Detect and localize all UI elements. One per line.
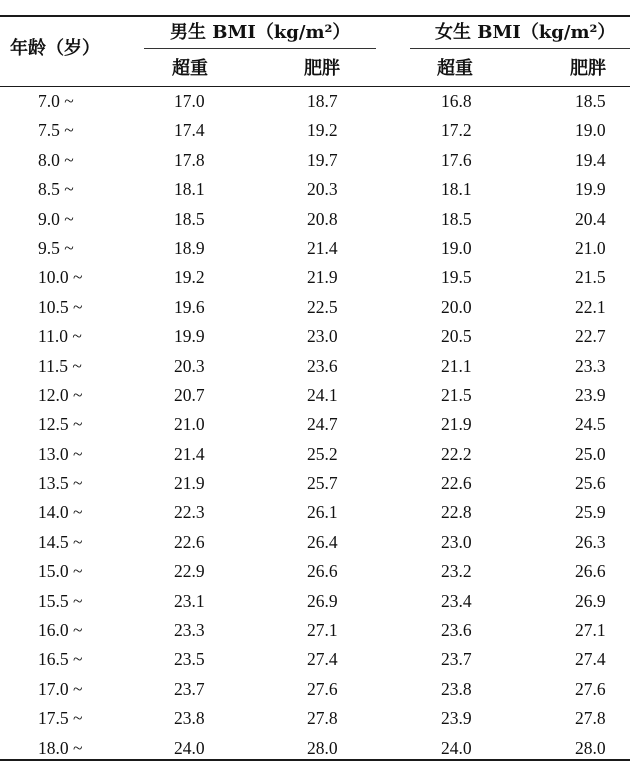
female-overweight-header: 超重: [437, 58, 473, 79]
age-cell: 16.5 ~: [38, 649, 83, 670]
table-row: [0, 733, 630, 762]
table-row: [0, 615, 630, 644]
table-row: [0, 497, 630, 526]
female-overweight-cell: 23.6: [441, 620, 472, 641]
table-row: [0, 86, 630, 115]
age-cell: 18.0 ~: [38, 737, 83, 758]
table-row: [0, 233, 630, 262]
table-row: [0, 204, 630, 233]
table-row: [0, 527, 630, 556]
female-overweight-cell: 23.9: [441, 708, 472, 729]
female-obese-cell: 23.9: [575, 384, 606, 405]
table-row: [0, 703, 630, 732]
male-obese-cell: 22.5: [307, 296, 338, 317]
male-header-underline: [144, 48, 376, 49]
male-obese-cell: 24.7: [307, 414, 338, 435]
male-overweight-cell: 22.6: [174, 531, 205, 552]
female-overweight-cell: 21.9: [441, 414, 472, 435]
male-overweight-cell: 17.8: [174, 149, 205, 170]
table-top-rule: [0, 15, 630, 17]
male-obese-cell: 20.3: [307, 179, 338, 200]
table-body: [0, 86, 630, 762]
male-obese-cell: 23.0: [307, 326, 338, 347]
male-overweight-cell: 20.3: [174, 355, 205, 376]
female-overweight-cell: 16.8: [441, 91, 472, 111]
male-obese-cell: 19.7: [307, 149, 338, 170]
male-overweight-cell: 23.5: [174, 649, 205, 670]
male-obese-cell: 27.1: [307, 620, 338, 641]
female-overweight-cell: 23.7: [441, 649, 472, 670]
female-obese-cell: 20.4: [575, 208, 606, 229]
male-obese-cell: 19.2: [307, 120, 338, 141]
male-overweight-cell: 20.7: [174, 384, 205, 405]
male-obese-cell: 18.7: [307, 91, 338, 111]
female-overweight-cell: 17.2: [441, 120, 472, 141]
female-obese-cell: 19.4: [575, 149, 606, 170]
age-cell: 10.0 ~: [38, 267, 83, 288]
female-obese-cell: 25.6: [575, 473, 606, 494]
male-overweight-cell: 18.9: [174, 237, 205, 258]
female-obese-cell: 26.9: [575, 590, 606, 611]
age-cell: 12.5 ~: [38, 414, 83, 435]
male-overweight-cell: 21.4: [174, 443, 205, 464]
male-overweight-header: 超重: [172, 58, 208, 79]
table-row: [0, 351, 630, 380]
male-obese-cell: 20.8: [307, 208, 338, 229]
female-overweight-cell: 23.0: [441, 531, 472, 552]
male-overweight-cell: 21.0: [174, 414, 205, 435]
female-header-underline: [410, 48, 630, 49]
age-cell: 10.5 ~: [38, 296, 83, 317]
table-row: [0, 115, 630, 144]
male-overweight-cell: 18.5: [174, 208, 205, 229]
age-cell: 11.5 ~: [38, 355, 82, 376]
male-overweight-cell: 19.2: [174, 267, 205, 288]
female-obese-cell: 21.0: [575, 237, 606, 258]
male-obese-cell: 21.4: [307, 237, 338, 258]
table-row: [0, 556, 630, 585]
female-obese-header: 肥胖: [570, 58, 606, 79]
age-cell: 13.5 ~: [38, 473, 83, 494]
table-row: [0, 409, 630, 438]
female-overweight-cell: 18.1: [441, 179, 472, 200]
female-overweight-cell: 22.2: [441, 443, 472, 464]
female-overweight-cell: 20.0: [441, 296, 472, 317]
female-overweight-cell: 23.2: [441, 561, 472, 582]
table-row: [0, 292, 630, 321]
age-cell: 15.5 ~: [38, 590, 83, 611]
male-overweight-cell: 23.3: [174, 620, 205, 641]
age-cell: 14.5 ~: [38, 531, 83, 552]
table-row: [0, 262, 630, 291]
male-obese-cell: 27.6: [307, 678, 338, 699]
age-column-header: 年龄（岁）: [10, 38, 100, 59]
age-cell: 17.0 ~: [38, 678, 83, 699]
male-overweight-cell: 23.8: [174, 708, 205, 729]
female-overweight-cell: 19.5: [441, 267, 472, 288]
male-obese-cell: 28.0: [307, 737, 338, 758]
female-overweight-cell: 20.5: [441, 326, 472, 347]
male-obese-cell: 27.4: [307, 649, 338, 670]
female-overweight-cell: 17.6: [441, 149, 472, 170]
male-overweight-cell: 18.1: [174, 179, 205, 200]
age-cell: 9.0 ~: [38, 208, 74, 229]
female-obese-cell: 27.4: [575, 649, 606, 670]
female-overweight-cell: 21.5: [441, 384, 472, 405]
female-obese-cell: 18.5: [575, 91, 606, 111]
female-obese-cell: 27.1: [575, 620, 606, 641]
male-overweight-cell: 23.1: [174, 590, 205, 611]
table-row: [0, 145, 630, 174]
female-overweight-cell: 22.6: [441, 473, 472, 494]
male-obese-cell: 26.1: [307, 502, 338, 523]
male-overweight-cell: 21.9: [174, 473, 205, 494]
male-overweight-cell: 24.0: [174, 737, 205, 758]
male-bmi-header: 男生 BMI（kg/m²）: [170, 22, 351, 43]
table-row: [0, 380, 630, 409]
female-obese-cell: 19.0: [575, 120, 606, 141]
female-obese-cell: 27.6: [575, 678, 606, 699]
male-obese-cell: 26.9: [307, 590, 338, 611]
male-overweight-cell: 22.9: [174, 561, 205, 582]
female-obese-cell: 23.3: [575, 355, 606, 376]
female-obese-cell: 25.9: [575, 502, 606, 523]
male-overweight-cell: 23.7: [174, 678, 205, 699]
female-bmi-header: 女生 BMI（kg/m²）: [435, 22, 616, 43]
age-cell: 16.0 ~: [38, 620, 83, 641]
male-obese-cell: 23.6: [307, 355, 338, 376]
age-cell: 17.5 ~: [38, 708, 83, 729]
male-overweight-cell: 17.4: [174, 120, 205, 141]
table-row: [0, 586, 630, 615]
female-obese-cell: 24.5: [575, 414, 606, 435]
female-overweight-cell: 23.8: [441, 678, 472, 699]
age-cell: 7.0 ~: [38, 91, 74, 111]
age-cell: 8.0 ~: [38, 149, 74, 170]
age-cell: 14.0 ~: [38, 502, 83, 523]
table-row: [0, 174, 630, 203]
age-cell: 13.0 ~: [38, 443, 83, 464]
female-obese-cell: 26.6: [575, 561, 606, 582]
male-overweight-cell: 19.9: [174, 326, 205, 347]
table-row: [0, 644, 630, 673]
age-cell: 12.0 ~: [38, 384, 83, 405]
male-obese-cell: 27.8: [307, 708, 338, 729]
female-obese-cell: 28.0: [575, 737, 606, 758]
table-row: [0, 674, 630, 703]
female-overweight-cell: 18.5: [441, 208, 472, 229]
male-obese-cell: 21.9: [307, 267, 338, 288]
female-obese-cell: 21.5: [575, 267, 606, 288]
male-obese-cell: 25.7: [307, 473, 338, 494]
male-obese-cell: 26.4: [307, 531, 338, 552]
male-overweight-cell: 19.6: [174, 296, 205, 317]
female-overweight-cell: 19.0: [441, 237, 472, 258]
age-cell: 15.0 ~: [38, 561, 83, 582]
table-row: [0, 439, 630, 468]
female-obese-cell: 26.3: [575, 531, 606, 552]
female-obese-cell: 22.7: [575, 326, 606, 347]
male-obese-cell: 26.6: [307, 561, 338, 582]
female-overweight-cell: 23.4: [441, 590, 472, 611]
age-cell: 8.5 ~: [38, 179, 74, 200]
female-obese-cell: 27.8: [575, 708, 606, 729]
table-row: [0, 321, 630, 350]
female-overweight-cell: 21.1: [441, 355, 472, 376]
male-overweight-cell: 17.0: [174, 91, 205, 111]
female-overweight-cell: 24.0: [441, 737, 472, 758]
male-obese-header: 肥胖: [304, 58, 340, 79]
female-obese-cell: 22.1: [575, 296, 606, 317]
female-obese-cell: 19.9: [575, 179, 606, 200]
female-overweight-cell: 22.8: [441, 502, 472, 523]
male-obese-cell: 25.2: [307, 443, 338, 464]
male-obese-cell: 24.1: [307, 384, 338, 405]
female-obese-cell: 25.0: [575, 443, 606, 464]
male-overweight-cell: 22.3: [174, 502, 205, 523]
age-cell: 7.5 ~: [38, 120, 74, 141]
table-row: [0, 468, 630, 497]
age-cell: 11.0 ~: [38, 326, 82, 347]
age-cell: 9.5 ~: [38, 237, 74, 258]
